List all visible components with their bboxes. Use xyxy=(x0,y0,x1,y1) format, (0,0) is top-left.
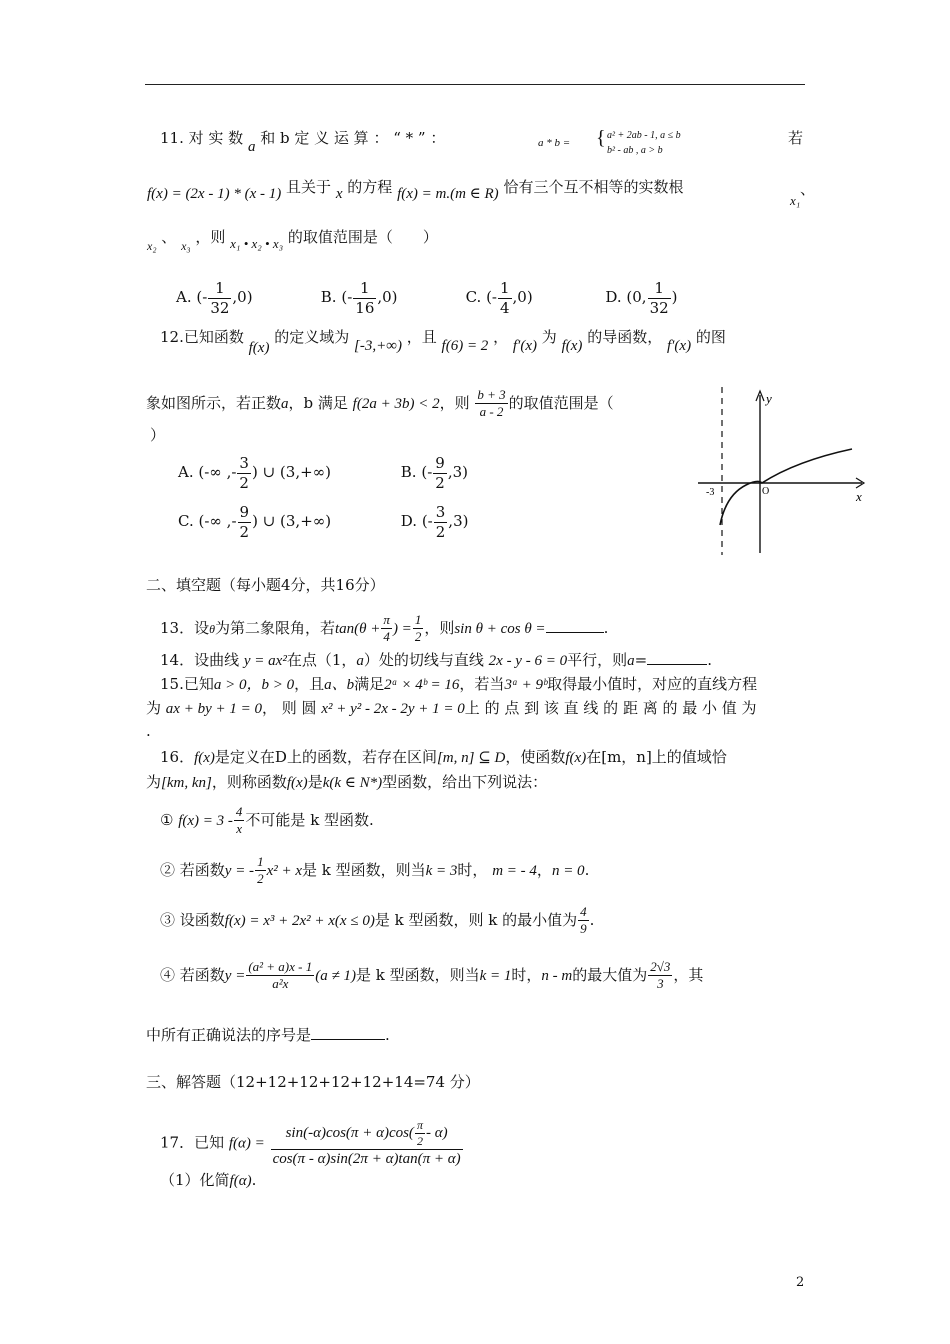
page-number: 2 xyxy=(796,1275,805,1290)
fraction xyxy=(578,905,589,937)
option-c xyxy=(466,280,601,316)
num: 9 xyxy=(435,454,445,472)
q17-part1 xyxy=(160,1173,256,1189)
text: 型函数，给出下列说法： xyxy=(382,773,548,791)
num: 4 xyxy=(234,805,245,821)
text: 的图 xyxy=(695,328,726,346)
math: f(x) = 3 - xyxy=(178,812,233,829)
math: x² + y² - 2x - 2y + 1 = 0 xyxy=(321,701,465,717)
math: 2x - y - 6 = 0 xyxy=(488,653,568,669)
text: ，且 xyxy=(294,675,325,693)
fraction xyxy=(648,280,671,316)
num: 1 xyxy=(208,280,231,299)
q16-line2 xyxy=(146,775,547,791)
math: tan(θ + xyxy=(335,620,381,637)
answer-blank[interactable] xyxy=(311,1027,385,1040)
fraction xyxy=(255,855,266,887)
math: y = - xyxy=(224,862,255,879)
den: 2 xyxy=(414,629,422,645)
den: a²x xyxy=(272,976,289,992)
q13 xyxy=(160,613,608,645)
opt-label: D. xyxy=(605,288,622,306)
den: 2 xyxy=(239,473,249,492)
text: ，则 xyxy=(424,618,455,637)
text: 是 k 型函数，则当 xyxy=(302,860,426,879)
text: 的定义域为 xyxy=(274,328,350,346)
x-label: x xyxy=(856,489,862,504)
text: 为第二象限角，若 xyxy=(215,618,336,637)
math: (a ≠ 1) xyxy=(315,967,356,984)
math: θ xyxy=(209,621,215,636)
num: 1 xyxy=(353,280,376,299)
text: 满足 xyxy=(354,675,385,693)
math: f(x) xyxy=(565,750,587,766)
text: 是 k 型函数，则当 xyxy=(355,965,480,984)
opt-label: B. xyxy=(320,288,337,306)
num: (a² + a)x - 1 xyxy=(246,960,314,976)
fraction xyxy=(415,1119,425,1148)
opt-label: A. xyxy=(178,463,194,481)
fraction xyxy=(413,613,424,645)
den: 2 xyxy=(257,871,264,887)
math: ,3) xyxy=(448,512,469,530)
text: . xyxy=(603,618,609,637)
text: ）处的切线与直线 xyxy=(363,651,484,669)
q11-piece-row1: a² + 2ab - 1, a ≤ b xyxy=(607,130,681,141)
q12-options-row2 xyxy=(178,504,468,540)
math: (-∞ ,- xyxy=(198,512,237,530)
den: 4 xyxy=(383,629,390,645)
text: 13．设 xyxy=(160,618,210,637)
math: ) = xyxy=(392,620,412,637)
den: x xyxy=(236,821,243,837)
option-a xyxy=(178,455,396,491)
math: (- xyxy=(486,288,497,306)
q12-line2 xyxy=(146,388,614,420)
q15-line2 xyxy=(146,701,757,717)
text: ④ 若函数 xyxy=(160,965,225,984)
q16-statement-4 xyxy=(160,960,703,992)
fraction xyxy=(238,504,252,540)
text: . xyxy=(584,860,590,879)
math: ,3) xyxy=(447,463,468,481)
denominator: cos(π - α)sin(2π + α)tan(π + α) xyxy=(272,1151,461,1168)
math: ) ∪ (3,+∞) xyxy=(251,463,332,481)
math: y = xyxy=(224,967,246,984)
text: 、 xyxy=(161,228,177,246)
math: (-∞ ,- xyxy=(198,463,237,481)
fraction xyxy=(475,388,507,420)
math: ) xyxy=(671,288,678,306)
q16-statement-3 xyxy=(160,905,594,937)
math: [m, n] ⊆ D xyxy=(436,750,506,766)
option-b xyxy=(400,454,468,492)
fraction xyxy=(648,960,672,992)
text: 的取值范围是（ ） xyxy=(287,228,438,246)
derivative-graph xyxy=(696,383,872,558)
text: 平行，则 xyxy=(567,651,628,669)
math: x₂ xyxy=(147,239,157,253)
q11-line3 xyxy=(147,228,438,253)
text: 时， xyxy=(511,965,542,984)
fraction xyxy=(208,280,231,316)
section-2-title: 二、填空题（每小题4分，共16分） xyxy=(146,576,385,594)
text: 是定义在D上的函数，若存在区间 xyxy=(214,748,437,766)
den: 3 xyxy=(657,976,664,992)
math: (- xyxy=(421,463,433,481)
fraction xyxy=(498,280,512,316)
math: f(x) xyxy=(286,775,308,791)
option-c xyxy=(178,504,396,540)
math: f(α) = xyxy=(228,1135,265,1152)
math: ) ∪ (3,+∞) xyxy=(252,512,332,530)
q17 xyxy=(160,1119,464,1168)
math: a > 0，b > 0 xyxy=(213,677,295,693)
math: f′(x) xyxy=(512,338,537,354)
text: ③ 设函数 xyxy=(160,910,225,929)
num: π xyxy=(415,1119,425,1134)
math: (- xyxy=(196,288,208,306)
math: (0, xyxy=(626,288,647,306)
text: . xyxy=(589,910,595,929)
text: . xyxy=(707,651,712,669)
math: f(x) = m.(m ∈ R) xyxy=(397,186,499,202)
num: π xyxy=(381,613,392,629)
text: 在[m，n]上的值域恰 xyxy=(586,748,727,766)
text: 且关于 xyxy=(286,178,332,196)
num: 1 xyxy=(499,279,510,297)
den: a - 2 xyxy=(479,404,504,420)
opt-label: D. xyxy=(400,512,418,530)
text: ，使函数 xyxy=(505,748,566,766)
opt-label: B. xyxy=(400,463,417,481)
derivative-curve xyxy=(720,449,852,525)
math: f(6) = 2 xyxy=(441,338,489,354)
text: 是 k 型函数，则 k 的最小值为 xyxy=(374,910,578,929)
q11-options xyxy=(176,280,678,316)
fraction xyxy=(433,455,447,491)
text: ，b 满足 xyxy=(288,393,348,412)
text: ，则 xyxy=(195,228,226,246)
q11-ruo: 若 xyxy=(788,129,804,147)
text: 中所有正确说法的序号是 xyxy=(146,1026,312,1044)
text: 14．设曲线 xyxy=(160,651,240,669)
math: ,0) xyxy=(232,288,253,306)
var: a xyxy=(627,653,635,669)
math: sin θ + cos θ = xyxy=(454,620,546,637)
den: 32 xyxy=(210,298,230,317)
math: [-3,+∞) xyxy=(354,338,402,354)
option-a xyxy=(176,280,316,316)
num: 3 xyxy=(239,454,249,472)
math: ,0) xyxy=(377,288,398,306)
answer-blank[interactable] xyxy=(647,652,707,665)
num: b + 3 xyxy=(475,388,507,404)
text: 的取值范围是（ xyxy=(508,393,614,412)
piecewise-brace: { xyxy=(596,127,606,149)
q11-piecewise-lhs: a * b = xyxy=(538,137,571,149)
math: m = - 4 xyxy=(492,862,537,879)
math: f(2a + 3b) < 2 xyxy=(352,395,440,412)
text: 15.已知 xyxy=(160,675,214,693)
den: 16 xyxy=(355,298,375,317)
fraction xyxy=(381,613,392,645)
text: 为 xyxy=(146,773,162,791)
num: 2√3 xyxy=(648,960,672,976)
den: 2 xyxy=(435,473,445,492)
num: 1 xyxy=(648,280,671,299)
math: f(α) xyxy=(229,1173,252,1189)
q16-last-line xyxy=(146,1027,390,1043)
num: 1 xyxy=(255,855,266,871)
den: 4 xyxy=(499,298,510,317)
text: 为 xyxy=(146,699,162,717)
math: x₃ xyxy=(181,239,191,253)
y-label: y xyxy=(766,391,772,406)
math: n = 0 xyxy=(551,862,585,879)
numerator xyxy=(271,1119,463,1150)
q11-sep: 、 xyxy=(800,180,816,198)
num: 4 xyxy=(578,905,589,921)
text: 上 的 点 到 该 直 线 的 距 离 的 最 小 值 为 xyxy=(464,699,757,717)
opt-label: C. xyxy=(465,288,482,306)
q11-line2 xyxy=(147,178,684,202)
num: 1 xyxy=(413,613,424,629)
den: 32 xyxy=(649,298,669,317)
q11-piece-row2: b² - ab , a > b xyxy=(607,145,663,156)
text: 在点（1， xyxy=(286,651,357,669)
text: 时， xyxy=(457,860,488,879)
text: = xyxy=(634,651,648,669)
math: f(x) xyxy=(248,340,270,356)
q11-line1 xyxy=(160,129,446,155)
math: (- xyxy=(421,512,433,530)
var: a xyxy=(281,395,289,412)
text: 的方程 xyxy=(347,178,393,196)
text: ，且 xyxy=(406,328,437,346)
text: ① xyxy=(160,810,174,829)
q12-options-row1 xyxy=(178,455,468,491)
fraction xyxy=(234,805,245,837)
text: ② 若函数 xyxy=(160,860,225,879)
text: . xyxy=(385,1026,390,1044)
header-rule xyxy=(145,84,805,85)
fraction xyxy=(353,280,376,316)
text: ，则 xyxy=(439,393,470,412)
den: 2 xyxy=(239,522,250,541)
math: 3ᵃ + 9ᵇ xyxy=(504,677,548,693)
text: 11. 对 实 数 xyxy=(160,129,244,147)
var: a xyxy=(356,653,364,669)
text: 象如图所示，若正数 xyxy=(146,393,282,412)
fraction xyxy=(271,1119,463,1168)
opt-label: C. xyxy=(178,512,194,530)
q12-line3: ） xyxy=(150,426,166,444)
math: f(x) = x³ + 2x² + x(x ≤ 0) xyxy=(224,912,375,929)
text: ， 则 圆 xyxy=(261,699,317,717)
text: 17．已知 xyxy=(160,1133,225,1152)
text: ， xyxy=(536,860,552,879)
q15-line1 xyxy=(160,677,757,693)
text: 是 xyxy=(307,773,323,791)
text: 为 xyxy=(541,328,557,346)
math: f(x) xyxy=(561,338,583,354)
fraction xyxy=(246,960,314,992)
var: a xyxy=(247,139,256,155)
math: f(x) xyxy=(194,750,215,766)
section-3-title: 三、解答题（12+12+12+12+12+14=74 分） xyxy=(146,1073,480,1091)
math: n - m xyxy=(541,967,573,984)
text: . xyxy=(251,1171,257,1189)
option-b xyxy=(321,280,461,316)
math: f(x) = (2x - 1) * (x - 1) xyxy=(147,186,282,202)
num: 9 xyxy=(239,503,250,521)
math: sin(-α)cos(π + α)cos( xyxy=(285,1125,414,1142)
q16-statement-1 xyxy=(160,805,374,837)
text: 恰有三个互不相等的实数根 xyxy=(503,178,684,196)
text: ， xyxy=(493,328,509,346)
origin-label: O xyxy=(762,486,770,497)
opt-label: A. xyxy=(176,288,192,306)
den: 2 xyxy=(435,522,446,541)
math: k = 1 xyxy=(479,967,512,984)
var: x xyxy=(335,186,343,202)
q15-line3: . xyxy=(146,722,151,740)
math: ,0) xyxy=(512,288,533,306)
text: ，其 xyxy=(673,965,704,984)
text: ，若当 xyxy=(459,675,505,693)
math: x₁ • x₂ • x₃ xyxy=(230,236,284,251)
text: 取得最小值时，对应的直线方程 xyxy=(547,675,758,693)
den: 2 xyxy=(416,1134,423,1149)
q11-x1: x₁ xyxy=(790,193,801,208)
math: 2ᵃ × 4ᵇ = 16 xyxy=(384,677,460,693)
num: 3 xyxy=(435,503,446,521)
text: 12.已知函数 xyxy=(160,328,244,346)
q12-line1 xyxy=(160,328,726,356)
math: ax + by + 1 = 0 xyxy=(165,701,262,717)
q14 xyxy=(160,652,712,669)
option-d xyxy=(400,503,469,541)
text: （1）化简 xyxy=(160,1171,230,1189)
fraction xyxy=(237,455,251,491)
q16-statement-2 xyxy=(160,855,589,887)
option-d xyxy=(605,280,677,316)
q16-line1 xyxy=(160,750,727,766)
math: k = 3 xyxy=(425,862,458,879)
text: 的最大值为 xyxy=(572,965,648,984)
minus-3-label: -3 xyxy=(706,487,715,498)
math: - α) xyxy=(425,1125,448,1142)
text: 和 b 定 义 运 算 ： “ * ” ： xyxy=(260,129,446,147)
math: f′(x) xyxy=(666,338,692,354)
math: a、b xyxy=(324,677,355,693)
math: y = ax² xyxy=(243,653,287,669)
text: 不可能是 k 型函数. xyxy=(245,810,374,829)
math: x² + x xyxy=(266,862,302,879)
math: [km, kn] xyxy=(161,775,212,791)
answer-blank[interactable] xyxy=(546,620,604,633)
text: 16． xyxy=(160,748,195,766)
text: ，则称函数 xyxy=(211,773,287,791)
text: 的导函数， xyxy=(587,328,663,346)
math: k(k ∈ N*) xyxy=(322,775,383,791)
fraction xyxy=(434,504,448,540)
den: 9 xyxy=(580,921,587,937)
math: (- xyxy=(341,288,353,306)
